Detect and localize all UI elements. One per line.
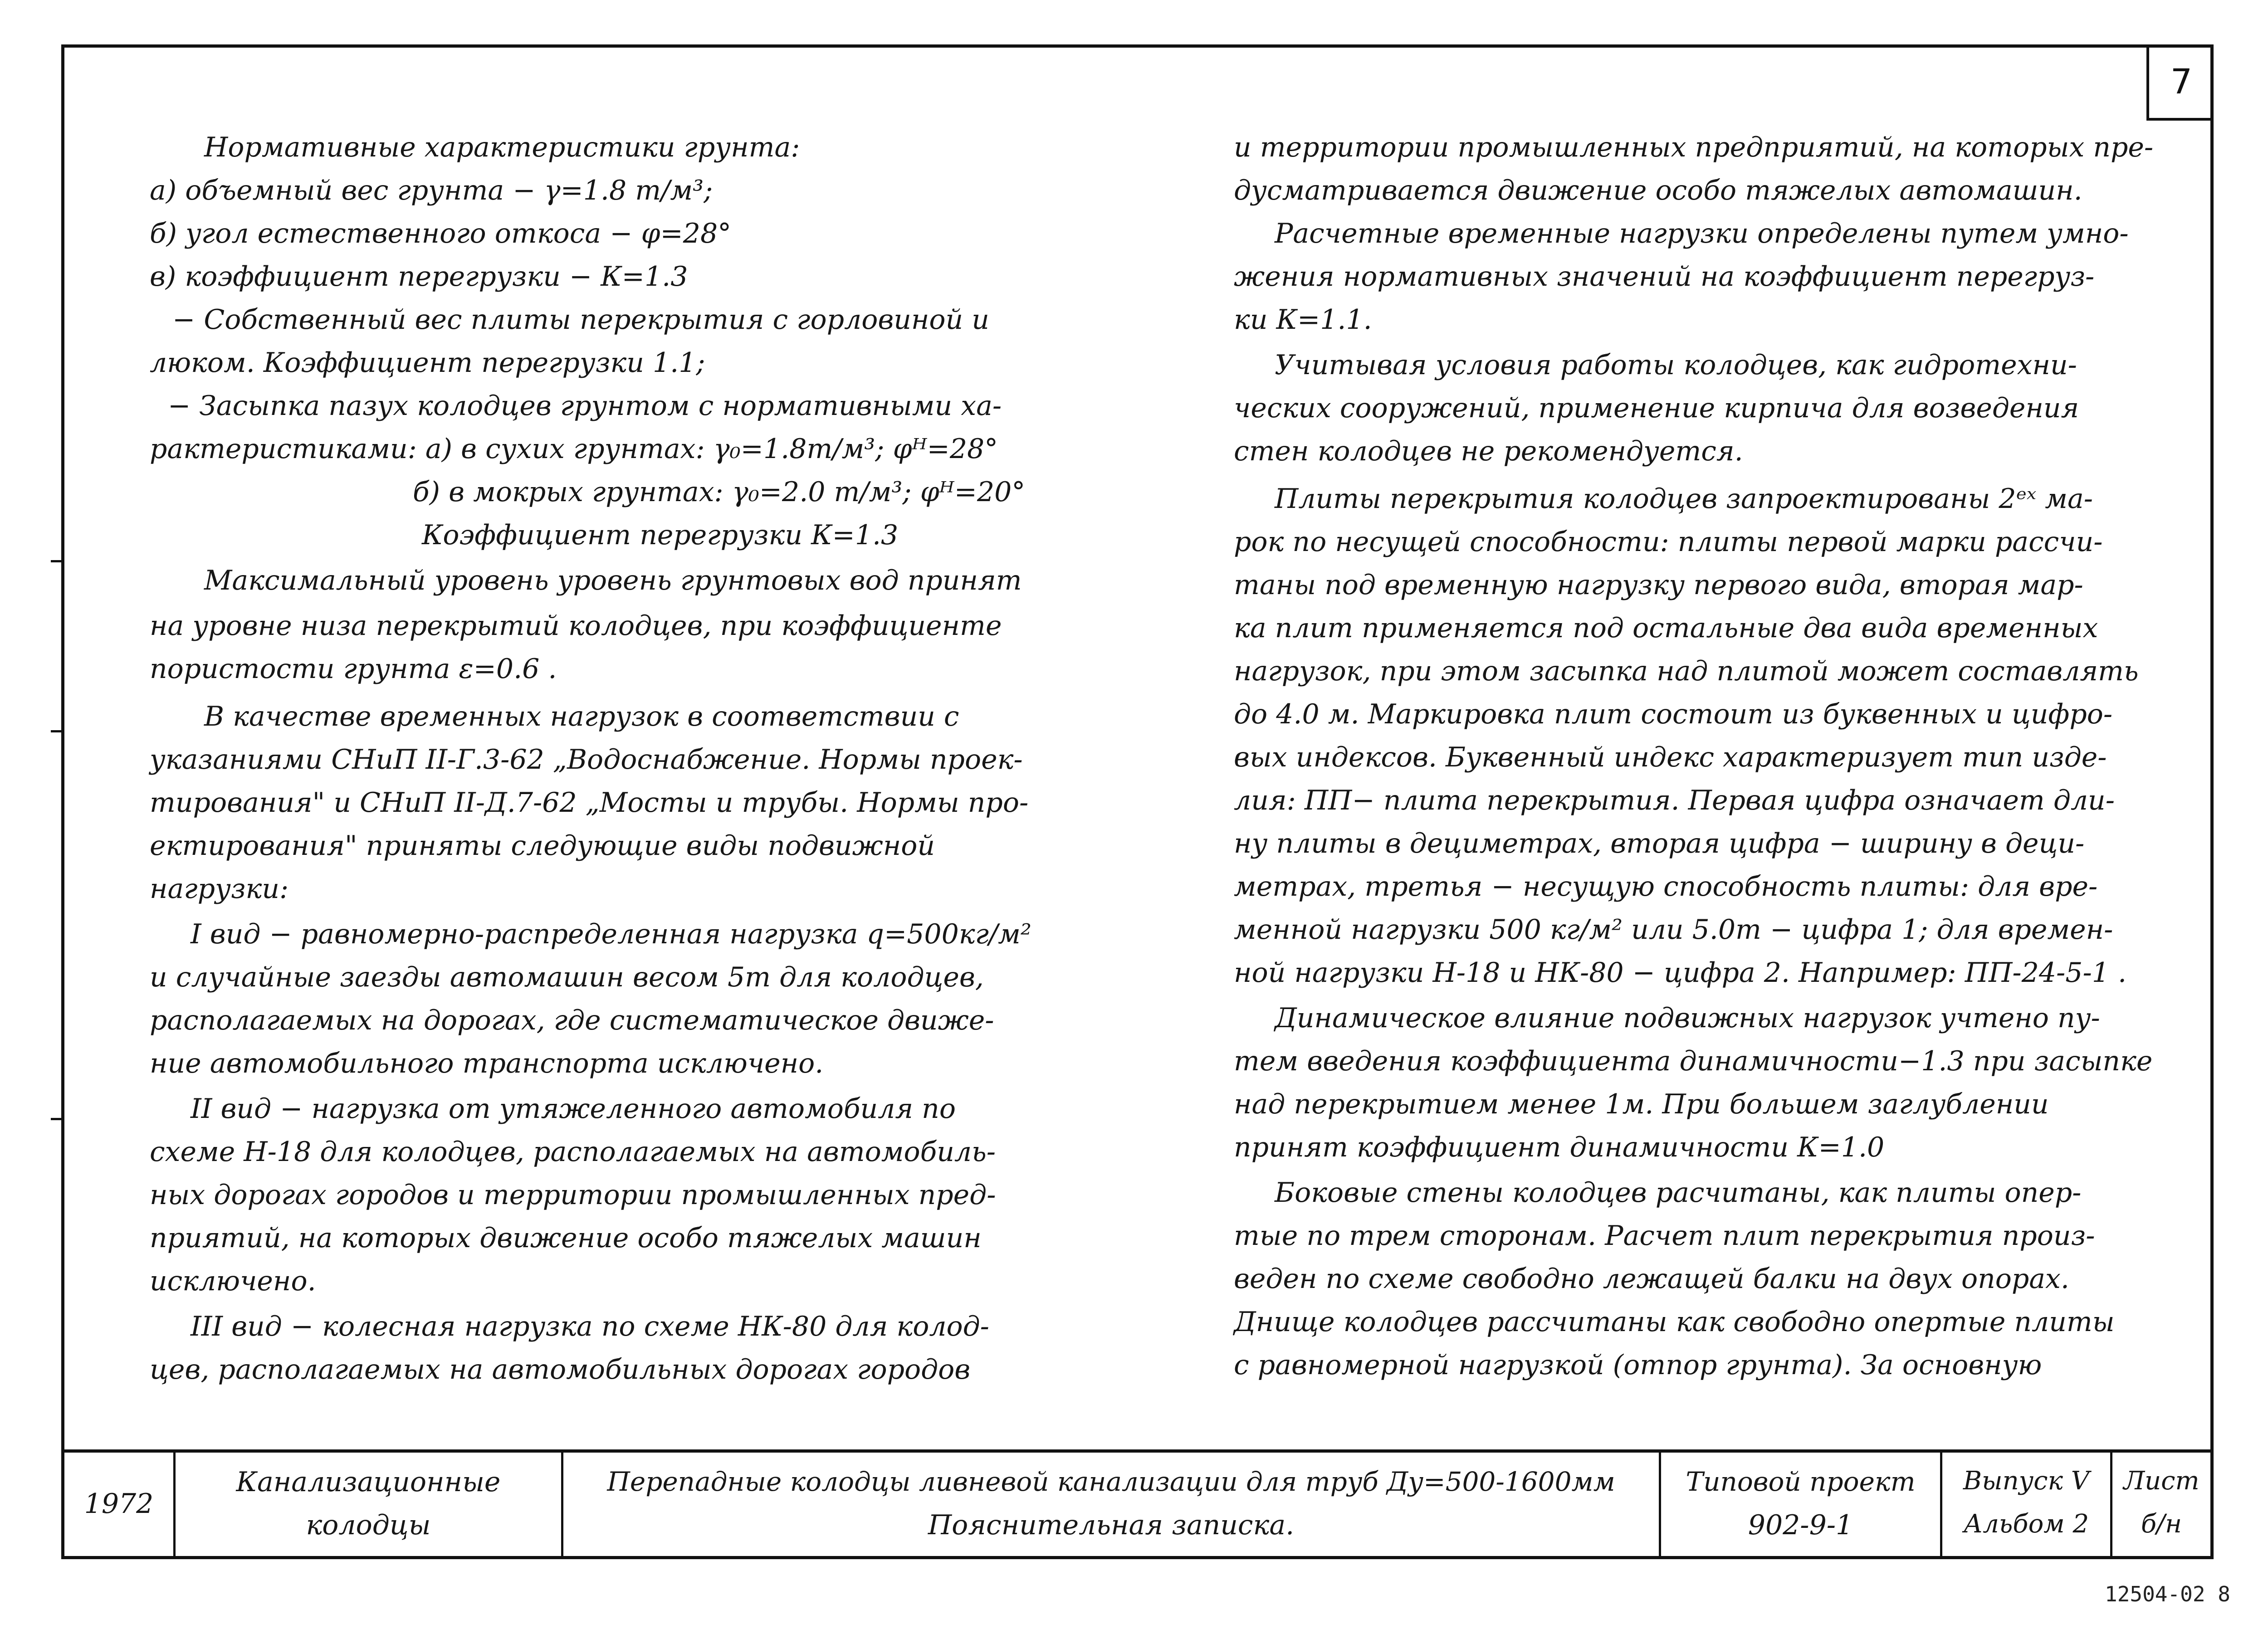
text-line: ной нагрузки Н-18 и НК-80 − цифра 2. Например: ПП-24-5-1 . — [1234, 957, 2127, 989]
section-name-line2: колодцы — [306, 1509, 431, 1541]
text-line: ка плит применяется под остальные два вида временных — [1234, 612, 2098, 644]
document-title: Перепадные колодцы ливневой канализации для труб Ду=500-1600мм — [607, 1466, 1615, 1497]
text-line: − Засыпка пазух колодцев грунтом с нормативными ха- — [168, 390, 1002, 422]
text-line: рок по несущей способности: плиты первой марки рассчи- — [1234, 526, 2103, 558]
text-line: рактеристиками: а) в сухих грунтах: γ₀=1.8т/м³; φᴴ=28° — [150, 433, 998, 465]
text-line: указаниями СНиП II-Г.3-62 „Водоснабжение. Нормы проек- — [150, 744, 1023, 776]
sheet-cell — [2110, 1453, 2210, 1556]
text-line: принят коэффициент динамичности К=1.0 — [1234, 1132, 1885, 1163]
binding-mark — [51, 560, 64, 562]
text-line: на уровне низа перекрытий колодцев, при коэффициенте — [150, 610, 1002, 642]
text-line: тые по трем сторонам. Расчет плит перекрытия произ- — [1234, 1220, 2095, 1252]
text-line: тем введения коэффициента динамичности−1.3 при засыпке — [1234, 1045, 2153, 1077]
text-line: II вид − нагрузка от утяжеленного автомобиля по — [191, 1093, 956, 1125]
text-line: Учитывая условия работы колодцев, как гидротехни- — [1275, 349, 2077, 381]
text-line: Динамическое влияние подвижных нагрузок учтено пу- — [1275, 1002, 2100, 1034]
text-line: менной нагрузки 500 кг/м² или 5.0т − цифра 1; для времен- — [1234, 914, 2113, 946]
year: 1972 — [84, 1488, 154, 1520]
text-line: дусматривается движение особо тяжелых автомашин. — [1234, 175, 2082, 206]
text-line: таны под временную нагрузку первого вида, вторая мар- — [1234, 569, 2083, 601]
text-line: Нормативные характеристики грунта: — [204, 132, 800, 163]
issue-label: Выпуск V — [1963, 1466, 2090, 1496]
text-line: б) угол естественного откоса − φ=28° — [150, 218, 732, 249]
text-line: ние автомобильного транспорта исключено. — [150, 1048, 824, 1079]
document-subtitle: Пояснительная записка. — [928, 1509, 1295, 1541]
text-line: цев, располагаемых на автомобильных дорогах городов — [150, 1354, 971, 1385]
text-line: В качестве временных нагрузок в соответствии с — [204, 701, 959, 732]
text-line: Плиты перекрытия колодцев запроектированы 2ᵉˣ ма- — [1275, 483, 2093, 515]
text-line: лия: ПП− плита перекрытия. Первая цифра означает дли- — [1234, 785, 2115, 816]
text-line: Днище колодцев рассчитаны как свободно опертые плиты — [1234, 1306, 2115, 1338]
text-line: над перекрытием менее 1м. При большем заглублении — [1234, 1088, 2049, 1120]
text-line: Расчетные временные нагрузки определены путем умно- — [1275, 218, 2129, 249]
text-line: схеме Н-18 для колодцев, располагаемых на автомобиль- — [150, 1136, 996, 1168]
text-line: ческих сооружений, применение кирпича для возведения — [1234, 392, 2079, 424]
year-cell — [64, 1453, 173, 1556]
text-line: до 4.0 м. Маркировка плит состоит из буквенных и цифро- — [1234, 698, 2113, 730]
sheet-label: Лист — [2123, 1466, 2200, 1496]
project-label: Типовой проект — [1686, 1466, 1916, 1497]
text-line: III вид − колесная нагрузка по схеме НК-80 для колод- — [191, 1311, 989, 1342]
text-line: б) в мокрых грунтах: γ₀=2.0 т/м³; φᴴ=20° — [413, 476, 1026, 508]
project-cell — [1659, 1453, 1940, 1556]
text-line: Боковые стены колодцев расчитаны, как плиты опер- — [1275, 1177, 2082, 1209]
text-line: приятий, на которых движение особо тяжелых машин — [150, 1222, 982, 1254]
text-line: I вид − равномерно-распределенная нагрузка q=500кг/м² — [191, 918, 1031, 950]
text-line: веден по схеме свободно лежащей балки на двух опорах. — [1234, 1263, 2069, 1295]
text-line: а) объемный вес грунта − γ=1.8 т/м³; — [150, 175, 713, 206]
text-line: метрах, третья − несущую способность плиты: для вре- — [1234, 871, 2098, 902]
text-line: Коэффициент перегрузки К=1.3 — [422, 519, 899, 551]
project-code: 902-9-1 — [1748, 1509, 1853, 1541]
binding-mark — [51, 730, 64, 732]
text-line: нагрузок, при этом засыпка над плитой может составлять — [1234, 655, 2139, 687]
sheet-value: б/н — [2141, 1509, 2182, 1539]
text-line: нагрузки: — [150, 873, 289, 905]
text-line: − Собственный вес плиты перекрытия с горловиной и — [172, 304, 989, 336]
text-line: тирования" и СНиП II-Д.7-62 „Мосты и трубы. Нормы про- — [150, 787, 1029, 819]
text-line: и территории промышленных предприятий, на которых пре- — [1234, 132, 2154, 163]
text-line: и случайные заезды автомашин весом 5т для колодцев, — [150, 961, 984, 993]
text-line: стен колодцев не рекомендуется. — [1234, 435, 1743, 467]
text-line: в) коэффициент перегрузки − К=1.3 — [150, 261, 688, 293]
text-line: ки К=1.1. — [1234, 304, 1372, 336]
title-block — [64, 1449, 2210, 1556]
text-line: с равномерной нагрузкой (отпор грунта). За основную — [1234, 1349, 2042, 1381]
text-line: располагаемых на дорогах, где систематическое движе- — [150, 1005, 994, 1036]
binding-mark — [51, 1118, 64, 1120]
text-line: ектирования" приняты следующие виды подвижной — [150, 830, 935, 862]
title-cell — [561, 1453, 1659, 1556]
text-line: люком. Коэффициент перегрузки 1.1; — [150, 347, 705, 379]
text-line: ну плиты в дециметрах, вторая цифра − ширину в деци- — [1234, 828, 2085, 859]
page-number: 7 — [2146, 44, 2214, 121]
text-line: исключено. — [150, 1265, 316, 1297]
text-line: вых индексов. Буквенный индекс характеризует тип изде- — [1234, 741, 2107, 773]
issue-cell — [1940, 1453, 2110, 1556]
text-line: пористости грунта ε=0.6 . — [150, 653, 557, 685]
text-line: ных дорогах городов и территории промышленных пред- — [150, 1179, 996, 1211]
text-line: Максимальный уровень уровень грунтовых вод принят — [204, 565, 1022, 596]
text-line: жения нормативных значений на коэффициент перегруз- — [1234, 261, 2095, 293]
album-label: Альбом 2 — [1963, 1509, 2089, 1539]
archive-code: 12504-02 8 — [2105, 1582, 2230, 1606]
section-cell — [173, 1453, 561, 1556]
section-name-line1: Канализационные — [236, 1466, 501, 1498]
